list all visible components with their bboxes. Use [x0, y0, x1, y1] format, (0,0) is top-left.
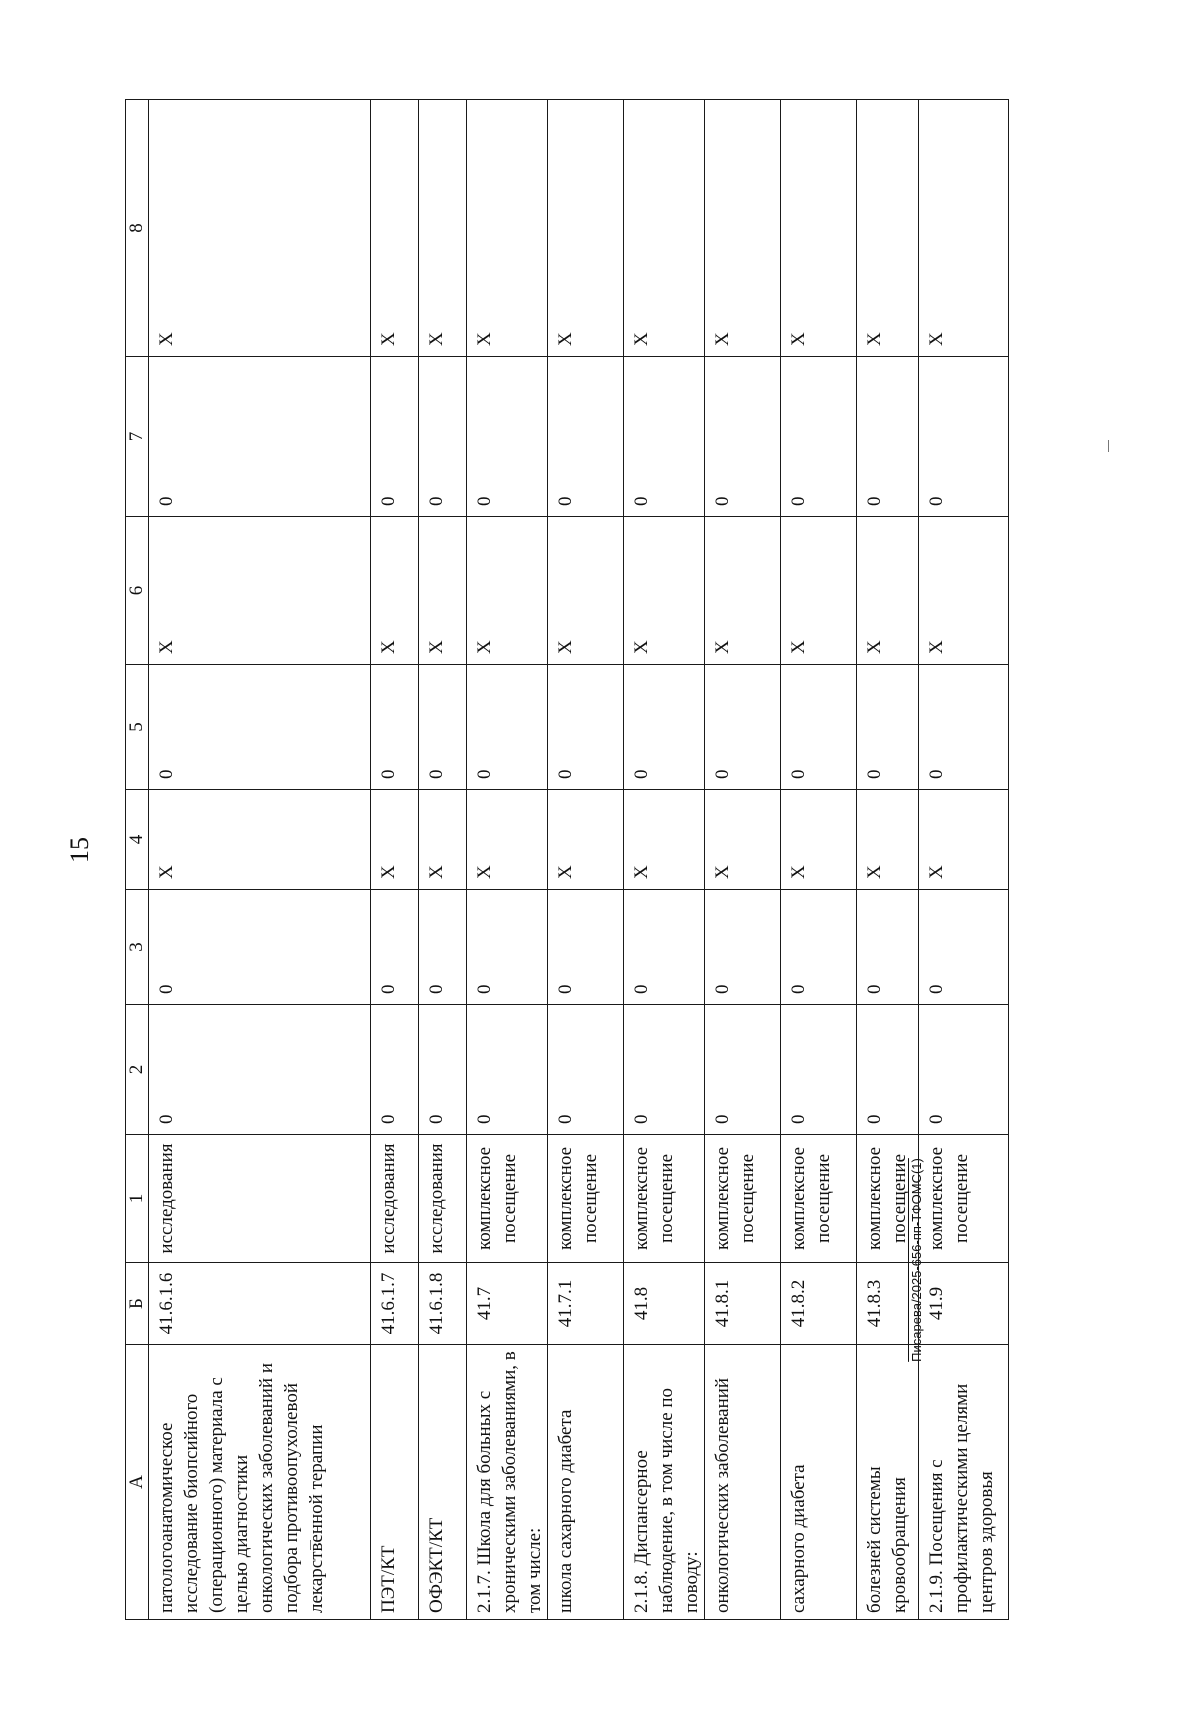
col-5-cell: 0 — [371, 665, 419, 790]
col-8-cell: Х — [919, 100, 1009, 357]
header-cell-col-1: 1 — [126, 1135, 149, 1263]
col-6-cell: Х — [419, 517, 467, 665]
col-a-cell: онкологических заболеваний — [705, 1345, 781, 1620]
col-4-cell: Х — [781, 790, 857, 890]
document-footer-text: Писарева/2025-656-пп-ТФОМС(1) — [909, 1158, 924, 1362]
header-cell-col-7: 7 — [126, 357, 149, 517]
table-row — [371, 100, 419, 1620]
col-3-cell: 0 — [919, 890, 1009, 1005]
col-4-cell: Х — [919, 790, 1009, 890]
col-8-cell: Х — [371, 100, 419, 357]
col-b-cell: 41.6.1.6 — [149, 1263, 371, 1345]
header-cell-col-2: 2 — [126, 1005, 149, 1135]
col-8-cell: Х — [705, 100, 781, 357]
col-3-cell: 0 — [419, 890, 467, 1005]
rotated-table-wrapper — [125, 100, 997, 1620]
col-7-cell: 0 — [149, 357, 371, 517]
col-6-cell: Х — [781, 517, 857, 665]
col-3-cell: 0 — [781, 890, 857, 1005]
col-8-cell: Х — [624, 100, 705, 357]
col-a-cell: 2.1.9. Посещения с профилактическими целями центров здоровья — [919, 1345, 1009, 1620]
col-6-cell: Х — [919, 517, 1009, 665]
col-2-cell: 0 — [149, 1005, 371, 1135]
table-body — [126, 100, 1009, 1620]
col-6-cell: Х — [467, 517, 548, 665]
col-5-cell: 0 — [781, 665, 857, 790]
header-cell-col-6: 6 — [126, 517, 149, 665]
header-cell-col-a: А — [126, 1345, 149, 1620]
col-7-cell: 0 — [548, 357, 624, 517]
col-b-cell: 41.6.1.7 — [371, 1263, 419, 1345]
page-number: 15 — [65, 837, 94, 863]
col-3-cell: 0 — [149, 890, 371, 1005]
col-6-cell: Х — [705, 517, 781, 665]
col-a-cell: 2.1.8. Диспансерное наблюдение, в том числе по поводу: — [624, 1345, 705, 1620]
col-7-cell: 0 — [371, 357, 419, 517]
col-8-cell: Х — [548, 100, 624, 357]
header-cell-col-3: 3 — [126, 890, 149, 1005]
col-7-cell: 0 — [781, 357, 857, 517]
col-7-cell: 0 — [919, 357, 1009, 517]
col-1-cell: комплексное посещение — [781, 1135, 857, 1263]
data-table — [125, 99, 1009, 1620]
col-4-cell: Х — [548, 790, 624, 890]
col-6-cell: Х — [548, 517, 624, 665]
table-row — [781, 100, 857, 1620]
col-7-cell: 0 — [467, 357, 548, 517]
col-4-cell: Х — [705, 790, 781, 890]
table-row — [624, 100, 705, 1620]
col-b-cell: 41.7 — [467, 1263, 548, 1345]
col-4-cell: Х — [467, 790, 548, 890]
header-cell-col-4: 4 — [126, 790, 149, 890]
table-row — [919, 100, 1009, 1620]
col-2-cell: 0 — [781, 1005, 857, 1135]
col-1-cell: комплексное посещение — [548, 1135, 624, 1263]
table-row — [857, 100, 919, 1620]
col-5-cell: 0 — [548, 665, 624, 790]
col-5-cell: 0 — [705, 665, 781, 790]
col-4-cell: Х — [419, 790, 467, 890]
col-a-cell: школа сахарного диабета — [548, 1345, 624, 1620]
col-b-cell: 41.8.3 — [857, 1263, 919, 1345]
col-1-cell: исследования — [371, 1135, 419, 1263]
table-row — [419, 100, 467, 1620]
col-5-cell: 0 — [149, 665, 371, 790]
col-6-cell: Х — [857, 517, 919, 665]
col-3-cell: 0 — [371, 890, 419, 1005]
col-2-cell: 0 — [467, 1005, 548, 1135]
col-b-cell: 41.6.1.8 — [419, 1263, 467, 1345]
col-3-cell: 0 — [467, 890, 548, 1005]
col-7-cell: 0 — [705, 357, 781, 517]
col-5-cell: 0 — [419, 665, 467, 790]
table-header-row — [126, 100, 149, 1620]
table-row — [149, 100, 371, 1620]
col-1-cell: комплексное посещение — [919, 1135, 1009, 1263]
header-cell-col-8: 8 — [126, 100, 149, 357]
col-2-cell: 0 — [705, 1005, 781, 1135]
col-4-cell: Х — [857, 790, 919, 890]
col-2-cell: 0 — [548, 1005, 624, 1135]
col-a-cell: сахарного диабета — [781, 1345, 857, 1620]
col-8-cell: Х — [419, 100, 467, 357]
col-1-cell: комплексное посещение — [705, 1135, 781, 1263]
table-row — [548, 100, 624, 1620]
col-5-cell: 0 — [467, 665, 548, 790]
table-row — [467, 100, 548, 1620]
col-6-cell: Х — [149, 517, 371, 665]
col-1-cell: комплексное посещение — [467, 1135, 548, 1263]
col-1-cell: комплексное посещение — [624, 1135, 705, 1263]
col-b-cell: 41.8.2 — [781, 1263, 857, 1345]
col-8-cell: Х — [149, 100, 371, 357]
col-2-cell: 0 — [857, 1005, 919, 1135]
col-5-cell: 0 — [624, 665, 705, 790]
col-a-cell: 2.1.7. Школа для больных с хроническими заболеваниями, в том числе: — [467, 1345, 548, 1620]
col-4-cell: Х — [149, 790, 371, 890]
col-a-cell: болезней системы кровообращения — [857, 1345, 919, 1620]
col-3-cell: 0 — [624, 890, 705, 1005]
header-cell-col-b: Б — [126, 1263, 149, 1345]
col-3-cell: 0 — [705, 890, 781, 1005]
col-8-cell: Х — [781, 100, 857, 357]
col-7-cell: 0 — [857, 357, 919, 517]
col-4-cell: Х — [371, 790, 419, 890]
col-8-cell: Х — [857, 100, 919, 357]
table-row — [705, 100, 781, 1620]
col-b-cell: 41.8.1 — [705, 1263, 781, 1345]
col-2-cell: 0 — [919, 1005, 1009, 1135]
col-3-cell: 0 — [857, 890, 919, 1005]
col-3-cell: 0 — [548, 890, 624, 1005]
col-1-cell: исследования — [149, 1135, 371, 1263]
col-4-cell: Х — [624, 790, 705, 890]
col-7-cell: 0 — [419, 357, 467, 517]
col-6-cell: Х — [371, 517, 419, 665]
col-b-cell: 41.7.1 — [548, 1263, 624, 1345]
header-cell-col-5: 5 — [126, 665, 149, 790]
col-2-cell: 0 — [419, 1005, 467, 1135]
col-a-cell: патологоанатомическое исследование биопсийного (операционного) материала с целью диагностики онкологических заболеваний и подбора противоопухолевой лекарственной терапии — [149, 1345, 371, 1620]
col-5-cell: 0 — [857, 665, 919, 790]
col-1-cell: исследования — [419, 1135, 467, 1263]
col-b-cell: 41.9 — [919, 1263, 1009, 1345]
col-a-cell: ПЭТ/КТ — [371, 1345, 419, 1620]
col-5-cell: 0 — [919, 665, 1009, 790]
col-8-cell: Х — [467, 100, 548, 357]
col-2-cell: 0 — [371, 1005, 419, 1135]
col-6-cell: Х — [624, 517, 705, 665]
scan-mark-top — [1108, 440, 1109, 452]
col-2-cell: 0 — [624, 1005, 705, 1135]
col-1-cell: комплексное посещение — [857, 1135, 919, 1263]
col-a-cell: ОФЭКТ/КТ — [419, 1345, 467, 1620]
col-7-cell: 0 — [624, 357, 705, 517]
col-b-cell: 41.8 — [624, 1263, 705, 1345]
